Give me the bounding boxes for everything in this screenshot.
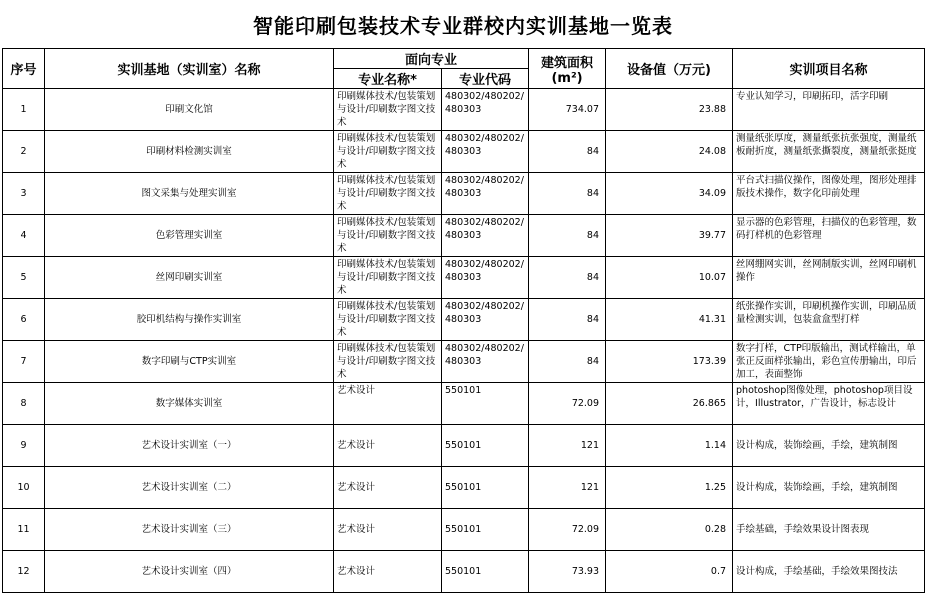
header-major-group: 面向专业 xyxy=(334,49,529,69)
seq-cell: 8 xyxy=(3,383,45,425)
seq-cell: 12 xyxy=(3,551,45,593)
header-major-code: 专业代码 xyxy=(442,69,529,89)
seq-cell: 10 xyxy=(3,467,45,509)
seq-cell: 11 xyxy=(3,509,45,551)
projects-cell: 丝网绷网实训，丝网制版实训，丝网印刷机操作 xyxy=(733,257,925,299)
table-row xyxy=(3,89,925,131)
projects-cell: 测量纸张厚度，测量纸张抗张强度，测量纸板耐折度，测量纸张撕裂度，测量纸张挺度 xyxy=(733,131,925,173)
major-code-cell: 550101 xyxy=(442,425,529,467)
base-name-cell: 印刷材料检测实训室 xyxy=(45,131,334,173)
table-row xyxy=(3,467,925,509)
table-row xyxy=(3,425,925,467)
equipment-cell: 0.28 xyxy=(606,509,733,551)
seq-cell: 2 xyxy=(3,131,45,173)
base-name-cell: 艺术设计实训室（一） xyxy=(45,425,334,467)
major-code-cell: 480302/480202/480303 xyxy=(442,131,529,173)
area-cell: 84 xyxy=(529,299,606,341)
major-name-cell: 印刷媒体技术/包装策划与设计/印刷数字图文技术 xyxy=(334,341,442,383)
major-name-cell: 印刷媒体技术/包装策划与设计/印刷数字图文技术 xyxy=(334,215,442,257)
base-name-cell: 色彩管理实训室 xyxy=(45,215,334,257)
projects-cell: 显示器的色彩管理，扫描仪的色彩管理，数码打样机的色彩管理 xyxy=(733,215,925,257)
major-code-cell: 480302/480202/480303 xyxy=(442,173,529,215)
major-code-cell: 480302/480202/480303 xyxy=(442,257,529,299)
base-name-cell: 艺术设计实训室（四） xyxy=(45,551,334,593)
base-name-cell: 数字媒体实训室 xyxy=(45,383,334,425)
header-row-1 xyxy=(3,49,925,69)
projects-cell: 手绘基础，手绘效果设计图表现 xyxy=(733,509,925,551)
base-name-cell: 胶印机结构与操作实训室 xyxy=(45,299,334,341)
area-cell: 734.07 xyxy=(529,89,606,131)
equipment-cell: 173.39 xyxy=(606,341,733,383)
equipment-cell: 41.31 xyxy=(606,299,733,341)
equipment-cell: 26.865 xyxy=(606,383,733,425)
major-name-cell: 艺术设计 xyxy=(334,551,442,593)
equipment-cell: 10.07 xyxy=(606,257,733,299)
area-cell: 84 xyxy=(529,257,606,299)
equipment-cell: 23.88 xyxy=(606,89,733,131)
table-row xyxy=(3,341,925,383)
base-name-cell: 印刷文化馆 xyxy=(45,89,334,131)
projects-cell: 设计构成，手绘基础，手绘效果图技法 xyxy=(733,551,925,593)
seq-cell: 1 xyxy=(3,89,45,131)
header-area: 建筑面积(m²) xyxy=(529,49,606,89)
projects-cell: 平台式扫描仪操作，图像处理，图形处理排版技术操作，数字化印前处理 xyxy=(733,173,925,215)
header-equipment: 设备值（万元) xyxy=(606,49,733,89)
major-code-cell: 550101 xyxy=(442,551,529,593)
projects-cell: photoshop图像处理，photoshop项目设计，Illustrator，广告设计，标志设计 xyxy=(733,383,925,425)
seq-cell: 5 xyxy=(3,257,45,299)
base-name-cell: 数字印刷与CTP实训室 xyxy=(45,341,334,383)
header-base-name: 实训基地（实训室）名称 xyxy=(45,49,334,89)
major-code-cell: 550101 xyxy=(442,383,529,425)
seq-cell: 6 xyxy=(3,299,45,341)
major-code-cell: 480302/480202/480303 xyxy=(442,341,529,383)
table-row xyxy=(3,551,925,593)
header-major-name: 专业名称* xyxy=(334,69,442,89)
table-row xyxy=(3,131,925,173)
equipment-cell: 1.25 xyxy=(606,467,733,509)
table-row xyxy=(3,173,925,215)
table-row xyxy=(3,257,925,299)
projects-cell: 专业认知学习，印刷拓印，活字印刷 xyxy=(733,89,925,131)
major-code-cell: 550101 xyxy=(442,467,529,509)
base-name-cell: 图文采集与处理实训室 xyxy=(45,173,334,215)
projects-cell: 设计构成，装饰绘画，手绘，建筑制图 xyxy=(733,467,925,509)
table-row xyxy=(3,509,925,551)
seq-cell: 4 xyxy=(3,215,45,257)
major-name-cell: 印刷媒体技术/包装策划与设计/印刷数字图文技术 xyxy=(334,131,442,173)
area-cell: 84 xyxy=(529,215,606,257)
area-cell: 72.09 xyxy=(529,383,606,425)
area-cell: 121 xyxy=(529,425,606,467)
table-row xyxy=(3,299,925,341)
header-projects: 实训项目名称 xyxy=(733,49,925,89)
header-seq: 序号 xyxy=(3,49,45,89)
major-code-cell: 480302/480202/480303 xyxy=(442,89,529,131)
equipment-cell: 24.08 xyxy=(606,131,733,173)
equipment-cell: 39.77 xyxy=(606,215,733,257)
major-code-cell: 550101 xyxy=(442,509,529,551)
equipment-cell: 0.7 xyxy=(606,551,733,593)
table-row xyxy=(3,215,925,257)
major-name-cell: 艺术设计 xyxy=(334,425,442,467)
seq-cell: 7 xyxy=(3,341,45,383)
table-row xyxy=(3,383,925,425)
area-cell: 73.93 xyxy=(529,551,606,593)
area-cell: 84 xyxy=(529,341,606,383)
area-cell: 84 xyxy=(529,173,606,215)
page-title: 智能印刷包装技术专业群校内实训基地一览表 xyxy=(253,13,673,38)
major-code-cell: 480302/480202/480303 xyxy=(442,215,529,257)
major-name-cell: 印刷媒体技术/包装策划与设计/印刷数字图文技术 xyxy=(334,173,442,215)
base-name-cell: 艺术设计实训室（二） xyxy=(45,467,334,509)
major-name-cell: 印刷媒体技术/包装策划与设计/印刷数字图文技术 xyxy=(334,299,442,341)
base-name-cell: 艺术设计实训室（三） xyxy=(45,509,334,551)
table-body xyxy=(3,89,925,593)
equipment-cell: 1.14 xyxy=(606,425,733,467)
major-name-cell: 印刷媒体技术/包装策划与设计/印刷数字图文技术 xyxy=(334,257,442,299)
major-name-cell: 艺术设计 xyxy=(334,509,442,551)
area-cell: 84 xyxy=(529,131,606,173)
area-cell: 121 xyxy=(529,467,606,509)
projects-cell: 纸张操作实训，印刷机操作实训，印刷品质量检测实训，包装盒盒型打样 xyxy=(733,299,925,341)
area-cell: 72.09 xyxy=(529,509,606,551)
seq-cell: 3 xyxy=(3,173,45,215)
projects-cell: 数字打样，CTP印版输出，测试样输出，单张正反面样张输出，彩色宣传册输出，印后加工，表面整饰 xyxy=(733,341,925,383)
major-name-cell: 印刷媒体技术/包装策划与设计/印刷数字图文技术 xyxy=(334,89,442,131)
training-base-table xyxy=(2,48,925,593)
major-name-cell: 艺术设计 xyxy=(334,467,442,509)
equipment-cell: 34.09 xyxy=(606,173,733,215)
major-name-cell: 艺术设计 xyxy=(334,383,442,425)
projects-cell: 设计构成，装饰绘画，手绘，建筑制图 xyxy=(733,425,925,467)
major-code-cell: 480302/480202/480303 xyxy=(442,299,529,341)
base-name-cell: 丝网印刷实训室 xyxy=(45,257,334,299)
seq-cell: 9 xyxy=(3,425,45,467)
